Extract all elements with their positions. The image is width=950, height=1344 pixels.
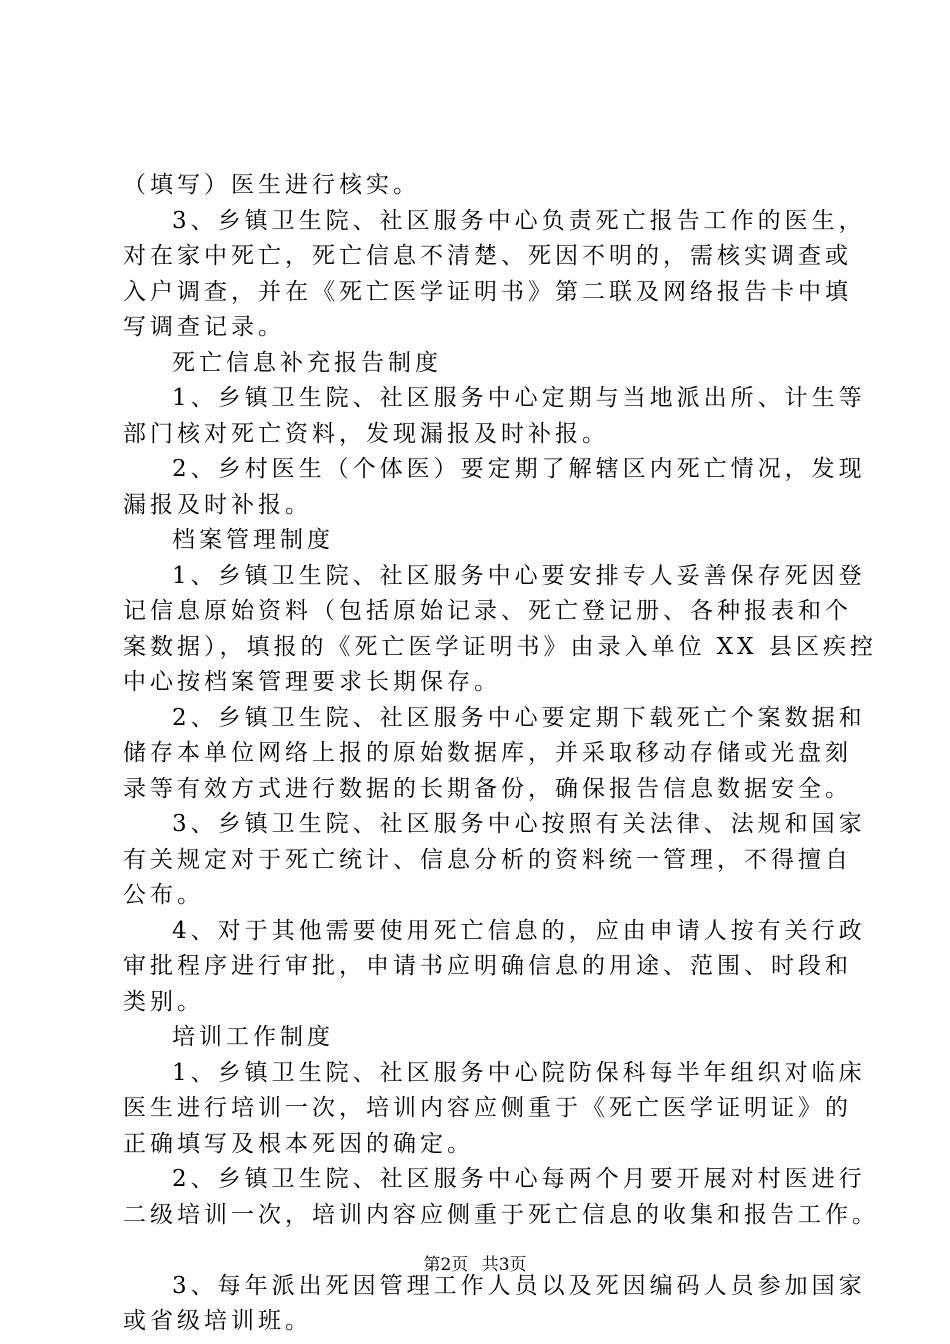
section-heading: 档案管理制度 [172, 527, 334, 553]
text-line: 有关规定对于死亡统计、信息分析的资料统一管理，不得擅自 [123, 846, 852, 873]
text-line: 3、乡镇卫生院、社区服务中心负责死亡报告工作的医生， [172, 207, 866, 234]
text-line: 3、乡镇卫生院、社区服务中心按照有关法律、法规和国家 [172, 811, 866, 837]
text-line: （填写）医生进行核实。 [123, 172, 420, 198]
text-line: 录等有效方式进行数据的长期备份，确保报告信息数据安全。 [123, 775, 852, 802]
text-line: 医生进行培训一次，培训内容应侧重于《死亡医学证明证》的 [123, 1095, 852, 1121]
text-line: 漏报及时补报。 [123, 491, 312, 518]
text-line: 1、乡镇卫生院、社区服务中心定期与当地派出所、计生等 [172, 385, 866, 411]
text-line: 对在家中死亡，死亡信息不清楚、死因不明的，需核实调查或 [123, 243, 852, 269]
text-line: 1、乡镇卫生院、社区服务中心要安排专人妥善保存死因登 [172, 562, 866, 589]
text-line: 4、对于其他需要使用死亡信息的，应由申请人按有关行政 [172, 917, 866, 944]
text-line: 2、乡村医生（个体医）要定期了解辖区内死亡情况，发现 [172, 456, 866, 482]
text-line: 2、乡镇卫生院、社区服务中心要定期下载死亡个案数据和 [172, 704, 866, 731]
text-line: 3、每年派出死因管理工作人员以及死因编码人员参加国家 [172, 1272, 866, 1299]
page-footer [0, 1254, 950, 1276]
text-line: 部门核对死亡资料，发现漏报及时补报。 [123, 420, 609, 447]
text-line: 正确填写及根本死因的确定。 [123, 1130, 474, 1157]
text-line: 中心按档案管理要求长期保存。 [123, 669, 501, 695]
text-line: 二级培训一次，培训内容应侧重于死亡信息的收集和报告工作。 [123, 1201, 879, 1228]
text-line: 案数据），填报的《死亡医学证明书》由录入单位 XX 县区疾控 [123, 633, 877, 660]
section-heading: 死亡信息补充报告制度 [172, 349, 442, 376]
text-line: 记信息原始资料（包括原始记录、死亡登记册、各种报表和个 [123, 598, 852, 624]
text-line: 或省级培训班。 [123, 1308, 312, 1334]
text-line: 公布。 [123, 882, 204, 908]
text-line: 入户调查，并在《死亡医学证明书》第二联及网络报告卡中填 [123, 278, 852, 305]
document-body [123, 168, 879, 1340]
text-line: 写调查记录。 [123, 314, 285, 340]
text-line: 审批程序进行审批，申请书应明确信息的用途、范围、时段和 [123, 953, 852, 979]
text-line: 2、乡镇卫生院、社区服务中心每两个月要开展对村医进行 [172, 1166, 866, 1192]
text-line: 1、乡镇卫生院、社区服务中心院防保科每半年组织对临床 [172, 1059, 866, 1086]
text-line: 储存本单位网络上报的原始数据库，并采取移动存储或光盘刻 [123, 740, 852, 766]
page-number: 第2页 [423, 1255, 469, 1275]
text-line: 类别。 [123, 988, 204, 1015]
page-total: 共3页 [481, 1255, 527, 1275]
section-heading: 培训工作制度 [172, 1024, 334, 1050]
